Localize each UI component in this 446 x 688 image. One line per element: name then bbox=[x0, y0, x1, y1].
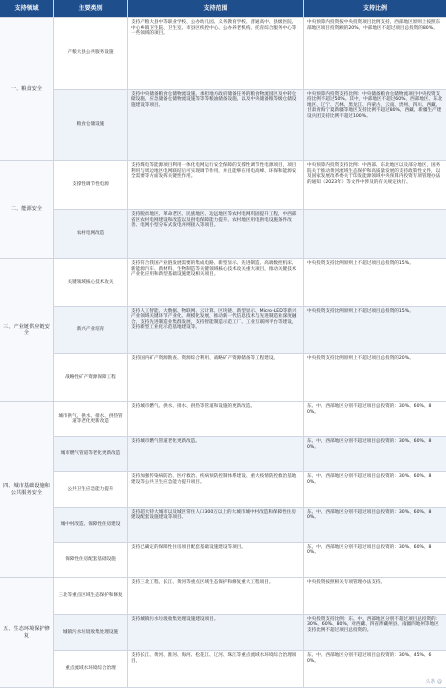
table-row bbox=[54, 615, 446, 652]
scope-cell: 支持人工智能、大数据、物联网、云计算、区块链、新型显示、Micro-LED等新兴产业领域关键环节产业化、规模化发展，推动新一代信息技术与先进制造业深度融合，支持先进制造业集群发展，支持智能制造示范工厂、工业互联网平台等建设，支持新型工业化示范基地建设等。 bbox=[128, 307, 304, 355]
category-cell: 重点流域水环境综合治理 bbox=[54, 651, 128, 688]
category-cell: 城中村改造、保障性住房建设 bbox=[54, 508, 128, 543]
scope-cell: 支持已确定的保障性住房项目配套基础设施建设等项目。 bbox=[128, 543, 304, 578]
scope-cell: 支持超大特大城市以及城区常住人口300万以上的大城市城中村改造和保障性住房建设配套设施建设等项目。 bbox=[128, 508, 304, 543]
watermark: 头条 @ bbox=[425, 679, 442, 685]
scope-cell: 支持城市燃气、供水、排水、供热等管道和设施的更新改造。 bbox=[128, 402, 304, 437]
ratio-cell: 东、中、西部地区分别不超过项目总投资的：30%、60%、80%。 bbox=[304, 402, 446, 437]
header-scope: 支持范围 bbox=[128, 0, 304, 18]
scope-cell: 支持国内矿产资源勘查、资源综合利用、战略矿产资源储备等工程建设。 bbox=[128, 354, 304, 402]
ratio-cell: 中央投资支持比例：东、中、西部地区分别不超过项目总投资的：30%、60%、80%，对西藏、四省涉藏州县、南疆四地州等地区支持比例不超过项目总投资的。 bbox=[304, 615, 446, 652]
ratio-cell: 中央投资支持比例原则上不超过项目总投资的15%。 bbox=[304, 307, 446, 355]
category-cell: 支撑性调节性电源 bbox=[54, 161, 128, 210]
category-cell: 城市燃气管道等老化更新改造 bbox=[54, 437, 128, 472]
scope-cell: 支持城市燃气管道老化更新改造。 bbox=[128, 437, 304, 472]
table-row bbox=[54, 437, 446, 472]
domain-cell: 五、生态环境保护修复 bbox=[0, 578, 54, 688]
table-row bbox=[54, 651, 446, 688]
table-row bbox=[54, 18, 446, 90]
ratio-cell: 东、中、西部地区分别不超过项目总投资的：30%、60%、80%。 bbox=[304, 508, 446, 543]
header-domain: 支持领域 bbox=[0, 0, 54, 18]
category-cell: 战略性矿产资源保障工程 bbox=[54, 354, 128, 402]
category-cell: 城市供气、供水、排水、供热管道等老化更新改造 bbox=[54, 402, 128, 437]
scope-cell: 支持煤电等能源项目利用一体化电网运行安全保障的支撑性调节性电源项目，项目利用与周边地区电网联结后可实现调节作用，并且能够在用电高峰、环保和能源安全需要等方面发挥关键性作用。 bbox=[128, 161, 304, 210]
ratio-cell: 东、中、西部地区分别不超过项目总投资的：30%、60%、80%。 bbox=[304, 437, 446, 472]
table-row bbox=[54, 578, 446, 615]
scope-cell: 支持脱贫地区、革命老区、民族地区、边远地区等农村电网巩固提升工程，中西部省区农村电网建设和改造以及供电保障能力提升、农村地区用电供电设施条件改善、电网小型分布式发电并网接入等项目。 bbox=[128, 210, 304, 259]
ratio-cell: 中央预算内投资支持比例：中央储备粮食仓储物流项目中央投资支持比例不超过50%。其中，中部地区不超过60%，西部地区、东北地区、辽宁、吉林、黑龙江、内蒙古、云南、贵州、四川、西藏、甘肃青海宁夏新疆等地区支持比例不超过80%，西藏、新疆生产建设兵团支持比例不超过100%。 bbox=[304, 90, 446, 162]
ratio-cell: 中央投资支持比例原则上不超过项目总投资的20%。 bbox=[304, 354, 446, 402]
scope-cell: 支持符合我国产业链发展需要的集成电路、新型显示、先进制造、高端数控机床、新能源汽车、新材料、生物制造等关键领域核心技术攻关重大项目，推动关键技术产业化应用和新型基础设施建设相关项目。 bbox=[128, 259, 304, 307]
category-cell: 新兴产业培育 bbox=[54, 307, 128, 355]
table-row bbox=[54, 90, 446, 162]
table-row bbox=[54, 161, 446, 210]
scope-cell: 支持城镇污水垃圾收集处理设施建设项目。 bbox=[128, 615, 304, 652]
ratio-cell: 东、中、西部地区分别不超过项目总投资的：30%、45%、60%。 bbox=[304, 651, 446, 688]
ratio-cell: 中央投资支持比例原则上不超过项目总投资的15%。 bbox=[304, 259, 446, 307]
header-ratio: 支持比例 bbox=[304, 0, 446, 18]
category-cell: 公共卫生应急能力提升 bbox=[54, 472, 128, 507]
scope-cell: 支持加强传染病防治、医疗救治、疾病预防控制体系建设、重大疫情防控救治基地建设等公共卫生应急能力提升项目。 bbox=[128, 472, 304, 507]
ratio-cell: 中央预算内投资支持比例：中西部、东北地区以及部分地区，国务院关于推动黄河流域生态保护和高质量发展的支持政策性文件，以及国家发展改革委关于印发能源领域中央预算内投资专项管理办法的通知（2023年）等文件中涉及的有关规定执行。 bbox=[304, 161, 446, 210]
category-cell: 三北等重点区域生态保护和修复 bbox=[54, 578, 128, 615]
category-cell: 保障性住房配套基础设施 bbox=[54, 543, 128, 578]
ratio-cell: 东、中、西部地区分别不超过项目总投资的：30%、60%、80%。 bbox=[304, 472, 446, 507]
category-cell: 关键领域核心技术攻关 bbox=[54, 259, 128, 307]
table-row bbox=[54, 543, 446, 578]
category-cell: 城镇污水垃圾收集处理设施 bbox=[54, 615, 128, 652]
domain-cell: 一、粮食安全 bbox=[0, 18, 54, 161]
table-row bbox=[54, 259, 446, 307]
table-row bbox=[54, 472, 446, 507]
domain-cell: 四、城市基础设施和公共服务安全 bbox=[0, 402, 54, 578]
domain-cell: 二、能源安全 bbox=[0, 161, 54, 259]
ratio-cell: 中央预算内投资按中央投资项目比例支持，西部地区原则上按照东部地区项目投资额的20%，中部地区不超过项目总投资的80%。 bbox=[304, 18, 446, 90]
ratio-cell bbox=[304, 210, 446, 259]
ratio-cell: 东、中、西部地区分别不超过项目总投资的：30%、60%、80%。 bbox=[304, 543, 446, 578]
category-cell: 产粮大县公共服务设施 bbox=[54, 18, 128, 90]
header-category: 主要类别 bbox=[54, 0, 128, 18]
ratio-cell: 中央投资按照相关专项管理办法支持。 bbox=[304, 578, 446, 615]
scope-cell: 支持长江、黄河、淮河、海河、松花江、辽河、珠江等重点流域水环境综合治理项目。 bbox=[128, 651, 304, 688]
table-row bbox=[54, 402, 446, 437]
scope-cell: 支持三北工程、长江、黄河等重点区域生态保护和修复重大工程项目。 bbox=[128, 578, 304, 615]
table-header-row bbox=[0, 0, 446, 18]
category-cell: 粮食仓储设施 bbox=[54, 90, 128, 162]
table-row bbox=[54, 354, 446, 402]
scope-cell: 支持中央储备粮食仓储物流设施、承担地方政府储备任务的粮食物流园区及中转仓储设施、应急储备仓储物流设施等等等粮油储备设施、以及中央储备粮等级仓储设施建设等项目。 bbox=[128, 90, 304, 162]
table-row bbox=[54, 210, 446, 259]
scope-cell: 支持产粮大县中等职业学校、公办幼儿园、义务教育学校、普通高中、县级医院、中心乡镇卫生院、卫生室、市县区疾控中心、公办养老机构、托育综合服务中心等一些领域的项目。 bbox=[128, 18, 304, 90]
domain-cell: 三、产业链供应链安全 bbox=[0, 259, 54, 402]
table-row bbox=[54, 508, 446, 543]
category-cell: 农村电网改造 bbox=[54, 210, 128, 259]
table-row bbox=[54, 307, 446, 355]
